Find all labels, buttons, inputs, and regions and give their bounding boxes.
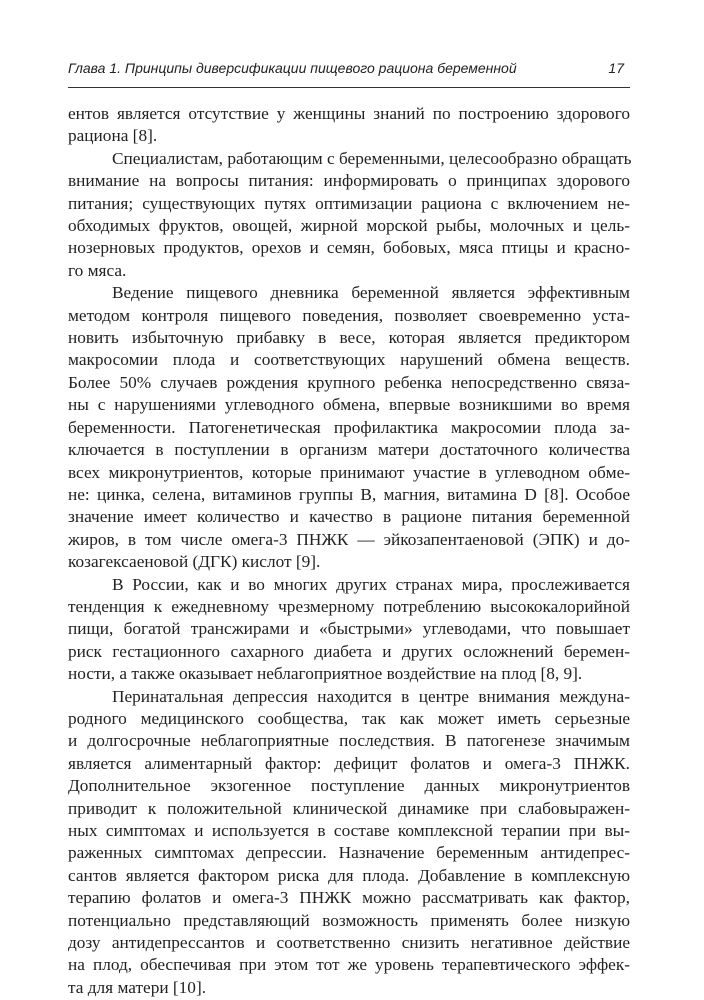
text-line: и долгосрочные неблагоприятные последствия. В патогенезе значимым [68, 731, 630, 751]
text-line: ны с нарушениями углеводного обмена, впервые возникшими во время [68, 395, 630, 415]
text-line: методом контроля пищевого поведения, позволяет своевременно уста- [68, 305, 630, 325]
text-line: жиров, в том числе омега-3 ПНЖК — эйкозапентаеновой (ЭПК) и до- [68, 529, 630, 549]
text-line: макросомии плода и соответствующих нарушений обмена веществ. [68, 350, 630, 370]
text-line: Перинатальная депрессия находится в центре внимания междуна- [112, 686, 630, 706]
text-line: В России, как и во многих других странах мира, прослеживается [112, 574, 630, 594]
text-line: Ведение пищевого дневника беременной является эффективным [112, 283, 630, 303]
text-line: значение имеет количество и качество в рационе питания беременной [68, 507, 630, 527]
text-line: беременности. Патогенетическая профилактика макросомии плода за- [68, 417, 630, 437]
text-line: та для матери [10]. [68, 977, 207, 997]
text-line: внимание на вопросы питания: информировать о принципах здорового [68, 171, 630, 191]
text-line: го мяса. [68, 260, 127, 280]
text-line: риск гестационного сахарного диабета и других осложнений беремен- [68, 641, 630, 661]
text-line: питания; существующих путях оптимизации рациона с включением не- [68, 193, 630, 213]
text-line: тенденция к ежедневному чрезмерному потреблению высококалорийной [68, 596, 630, 616]
text-line: Дополнительное экзогенное поступление данных микронутриентов [68, 776, 630, 796]
text-line: ности, а также оказывает неблагоприятное воздействие на плод [8, 9]. [68, 664, 583, 684]
text-line: козагексаеновой (ДГК) кислот [9]. [68, 552, 321, 572]
chapter-title: Глава 1. Принципы диверсификации пищевого рациона беременной [68, 60, 517, 76]
text-line: пищи, богатой трансжирами и «быстрыми» углеводами, что повышает [68, 619, 630, 639]
text-line: рациона [8]. [68, 126, 158, 146]
text-line: потенциально представляющий возможность применять более низкую [68, 910, 630, 930]
text-line: родного медицинского сообщества, так как может иметь серьезные [68, 708, 630, 728]
text-line: является алиментарный фактор: дефицит фолатов и омега-3 ПНЖК. [68, 753, 630, 773]
text-line: нозерновых продуктов, орехов и семян, бобовых, мяса птицы и красно- [68, 238, 630, 258]
body-text [68, 103, 630, 999]
paragraph [68, 282, 630, 573]
text-line: новить избыточную прибавку в весе, которая является предиктором [68, 328, 630, 348]
text-line: обходимых фруктов, овощей, жирной морской рыбы, молочных и цель- [68, 216, 630, 236]
text-line: ключается в поступлении в организм матери достаточного количества [68, 440, 630, 460]
paragraph [68, 574, 630, 686]
text-line: терапию фолатов и омега-3 ПНЖК можно рассматривать как фактор, [68, 888, 630, 908]
paragraph [68, 148, 630, 282]
page-number: 17 [608, 60, 624, 76]
text-line: дозу антидепрессантов и соответственно снизить негативное действие [68, 933, 630, 953]
text-line: ентов является отсутствие у женщины знаний по построению здорового [68, 104, 630, 123]
text-line: Более 50% случаев рождения крупного ребенка непосредственно связа- [68, 372, 630, 392]
paragraph [68, 686, 630, 1000]
text-line: раженных симптомах депрессии. Назначение беременным антидепрес- [68, 843, 630, 863]
paragraph [68, 103, 630, 148]
text-line: приводит к положительной клинической динамике при слабовыражен- [68, 798, 630, 818]
text-line: Специалистам, работающим с беременными, целесообразно обращать [112, 148, 632, 168]
text-line: ных симптомах и используется в составе комплексной терапии при вы- [68, 821, 630, 840]
text-line: сантов является фактором риска для плода. Добавление в комплексную [68, 865, 630, 885]
header-rule [68, 87, 630, 88]
text-line: всех микронутриентов, которые принимают участие в углеводном обме- [68, 462, 630, 482]
running-header [68, 54, 630, 82]
text-line: не: цинка, селена, витаминов группы В, магния, витамина D [8]. Особое [68, 484, 630, 504]
text-line: на плод, обеспечивая при этом тот же уровень терапевтического эффек- [68, 955, 630, 975]
